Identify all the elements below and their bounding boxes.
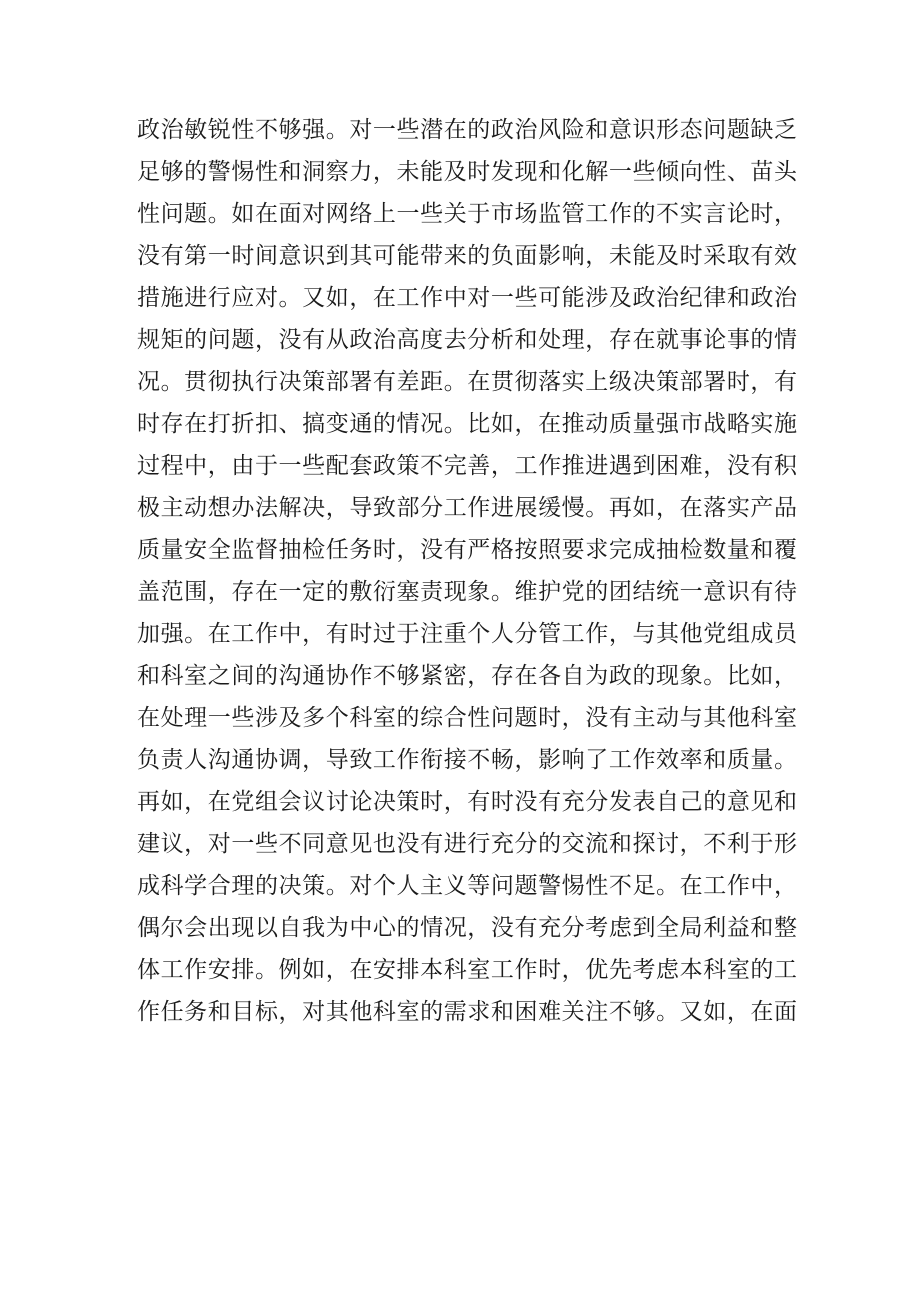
text-line: 负责人沟通协调，导致工作衔接不畅，影响了工作效率和质量。 <box>137 747 797 773</box>
body-text <box>137 109 797 1033</box>
text-line: 建议，对一些不同意见也没有进行充分的交流和探讨，不利于形 <box>137 831 797 857</box>
text-line: 过程中，由于一些配套政策不完善，工作推进遇到困难，没有积 <box>137 453 797 479</box>
text-line: 盖范围，存在一定的敷衍塞责现象。维护党的团结统一意识有待 <box>137 579 797 605</box>
text-line: 在处理一些涉及多个科室的综合性问题时，没有主动与其他科室 <box>137 705 797 731</box>
text-line: 质量安全监督抽检任务时，没有严格按照要求完成抽检数量和覆 <box>137 537 797 563</box>
text-line: 况。贯彻执行决策部署有差距。在贯彻落实上级决策部署时，有 <box>137 369 797 395</box>
text-line: 政治敏锐性不够强。对一些潜在的政治风险和意识形态问题缺乏 <box>137 117 797 143</box>
text-line: 规矩的问题，没有从政治高度去分析和处理，存在就事论事的情 <box>137 327 797 353</box>
text-line: 极主动想办法解决，导致部分工作进展缓慢。再如，在落实产品 <box>137 495 797 521</box>
text-line: 没有第一时间意识到其可能带来的负面影响，未能及时采取有效 <box>137 243 797 269</box>
text-line: 性问题。如在面对网络上一些关于市场监管工作的不实言论时， <box>137 201 797 227</box>
text-line: 足够的警惕性和洞察力，未能及时发现和化解一些倾向性、苗头 <box>137 159 797 185</box>
text-line: 措施进行应对。又如，在工作中对一些可能涉及政治纪律和政治 <box>137 285 797 311</box>
text-line: 时存在打折扣、搞变通的情况。比如，在推动质量强市战略实施 <box>137 411 797 437</box>
text-line: 作任务和目标，对其他科室的需求和困难关注不够。又如，在面 <box>137 999 797 1025</box>
text-line: 加强。在工作中，有时过于注重个人分管工作，与其他党组成员 <box>137 621 797 647</box>
text-line: 偶尔会出现以自我为中心的情况，没有充分考虑到全局利益和整 <box>137 915 797 941</box>
text-line: 成科学合理的决策。对个人主义等问题警惕性不足。在工作中， <box>137 873 797 899</box>
text-line: 和科室之间的沟通协作不够紧密，存在各自为政的现象。比如， <box>137 663 797 689</box>
text-line: 体工作安排。例如，在安排本科室工作时，优先考虑本科室的工 <box>137 957 797 983</box>
text-line: 再如，在党组会议讨论决策时，有时没有充分发表自己的意见和 <box>137 789 797 815</box>
